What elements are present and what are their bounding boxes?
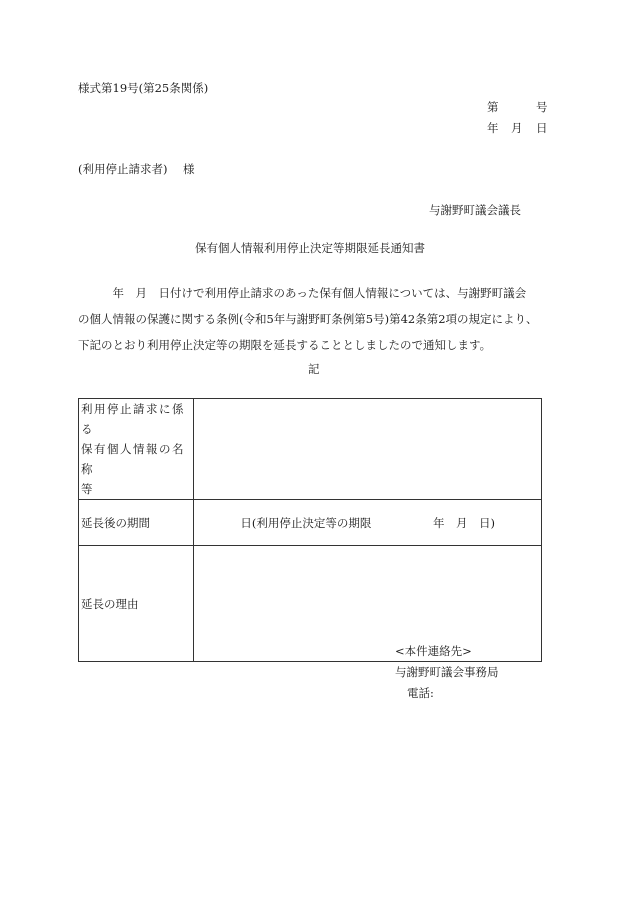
recipient-name: (利用停止請求者) (78, 162, 168, 176)
body-line-1: 年 月 日付けで利用停止請求のあった保有個人情報については、与謝野町議会 (78, 286, 527, 300)
period-date-part: 年 月 日) (433, 515, 496, 530)
table-row-period (79, 500, 542, 546)
reason-label-cell: 延長の理由 (79, 546, 194, 662)
name-value-cell[interactable] (194, 399, 542, 500)
date-year: 年 (487, 121, 499, 135)
doc-number-dai: 第 (487, 100, 499, 114)
doc-number-go: 号 (536, 100, 548, 114)
contact-office: 与謝野町議会事務局 (395, 665, 499, 679)
table-row-name (79, 399, 542, 500)
table-row-reason (79, 546, 542, 662)
period-day-part: 日(利用停止決定等の期限 (240, 515, 372, 530)
sender: 与謝野町議会議長 (429, 203, 521, 217)
name-label-cell (79, 399, 194, 500)
body-text (78, 280, 550, 358)
period-value-cell[interactable] (194, 500, 542, 546)
date-month: 月 (511, 121, 523, 135)
contact-phone-label: 電話: (407, 686, 434, 700)
date-day: 日 (536, 121, 548, 135)
reason-value-cell[interactable] (194, 546, 542, 662)
document-title: 保有個人情報利用停止決定等期限延長通知書 (195, 241, 425, 255)
contact-heading: <本件連絡先> (395, 644, 472, 658)
form-header: 様式第19号(第25条関係) (78, 81, 209, 95)
body-line-3: 下記のとおり利用停止決定等の期限を延長することとしましたので通知します。 (78, 338, 492, 352)
body-line-2: の個人情報の保護に関する条例(令和5年与謝野町条例第5号)第42条第2項の規定により、 (78, 312, 538, 326)
name-label-line-2: 保有個人情報の名称 (81, 442, 185, 476)
info-table (78, 398, 542, 662)
ki-heading: 記 (308, 362, 320, 376)
recipient-honorific: 様 (183, 162, 195, 176)
name-label-line-1: 利用停止請求に係る (81, 402, 185, 436)
name-label-line-3: 等 (81, 482, 94, 496)
period-label-cell: 延長後の期間 (79, 500, 194, 546)
